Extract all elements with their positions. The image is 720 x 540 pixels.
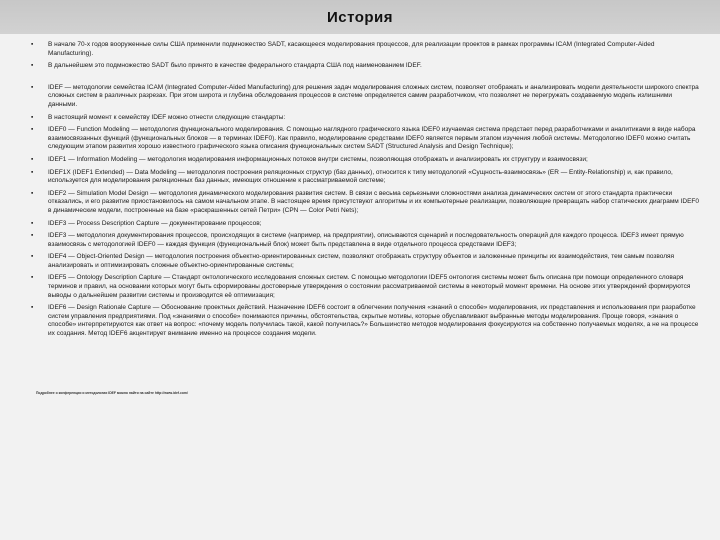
bullet-icon: ▪ (31, 126, 34, 134)
bullet-icon: ▪ (31, 253, 34, 261)
bullet-icon: ▪ (31, 62, 34, 70)
bullet-icon: ▪ (31, 304, 34, 312)
list-item (30, 274, 700, 300)
slide-content (30, 41, 700, 343)
list-item (30, 41, 700, 58)
list-item-text: IDEF — методологии семейства ICAM (Integrated Computer-Aided Manufacturing) для решения задач моделирования сложных систем, позволяет отображать и анализировать модели деятельности широкого спектра сложных систем в различных разрезах. При этом широта и глубина обследования процессов в системе определяется самим разработчиком, что позволяет не перегружать создаваемую модель излишними данными. (48, 83, 699, 108)
bullet-icon: ▪ (31, 168, 34, 176)
list-item-text: IDEF0 — Function Modeling — методология функционального моделирования. С помощью наглядного графического языка IDEF0 изучаемая система предстает перед разработчиками и аналитиками в виде набора взаимосвязанных функций (функциональных блоков — в терминах IDEF0). Как правило, моделирование средствами IDEF0 является первым этапом изучения любой системы. Методологию IDEF0 можно считать следующим этапом развития хорошо известного графического языка описания функциональных систем SADT (Structured Analysis and Design Technique); (48, 126, 696, 151)
list-item (30, 220, 700, 229)
bullet-icon: ▪ (31, 113, 34, 121)
list-item-text: IDEF6 — Design Rationale Capture — Обоснование проектных действий. Назначение IDEF6 состоит в облегчении получения «знаний о способе» моделирования, их представления и использования при разработке систем управления предприятиями. Под «знаниями о способе» понимаются причины, обстоятельства, скрытые мотивы, которые обуславливают выбранные методы моделирования. Проще говоря, «знания о способе» интерпретируются как ответ на вопрос: «почему модель получилась такой, какой получилась?» Большинство методов моделирования фокусируются на собственно получаемых моделях, а не на процессе их создания. Метод IDEF6 акцентирует внимание именно на процессе создания модели. (48, 304, 699, 338)
list-item-text: В настоящий момент к семейству IDEF можно отнести следующие стандарты: (48, 113, 286, 121)
list-item-text: IDEF3 — Process Description Capture — документирование процессов; (48, 219, 262, 227)
slide-title: История (326, 8, 394, 26)
bullet-icon: ▪ (31, 232, 34, 240)
footnote: Подробнее о конференции и методологии IDEF можно найти на сайте http://www.idef.com/ (36, 391, 188, 395)
list-item (30, 114, 700, 123)
bullet-icon: ▪ (31, 219, 34, 227)
list-item (30, 126, 700, 152)
list-item (30, 62, 700, 71)
list-item (30, 169, 700, 186)
list-item-text: IDEF2 — Simulation Model Design — методология динамического моделирования развития систем. В связи с весьма серьезными сложностями анализа динамических систем от этого стандарта практически отказались, и его развитие приостановилось на самом начальном этапе. В настоящее время присутствуют алгоритмы и их компьютерные реализации, позволяющие превращать набор статических диаграмм IDEF0 в динамические модели, построенные на базе «раскрашенных сетей Петри» (CPN — Color Petri Nets); (48, 189, 699, 214)
list-item (30, 232, 700, 249)
list-item (30, 156, 700, 165)
list-item-text: IDEF1X (IDEF1 Extended) — Data Modeling — методология построения реляционных структур (баз данных), относится к типу методологий «Сущность-взаимосвязь» (ER — Entity-Relationship) и, как правило, используется для моделирования реляционных баз данных, имеющих отношение к рассматриваемой системе; (48, 168, 673, 185)
bullet-list (30, 41, 700, 339)
list-item (30, 304, 700, 338)
list-item (30, 190, 700, 216)
list-item-text: IDEF3 — методология документирования процессов, происходящих в системе (например, на предприятии), описываются сценарий и последовательность операций для каждого процесса. IDEF3 имеет прямую взаимосвязь с методологией IDEF0 — каждая функция (функциональный блок) может быть представлена в виде отдельного процесса средствами IDEF3; (48, 232, 684, 248)
list-item-text: IDEF1 — Information Modeling — методология моделирования информационных потоков внутри системы, позволяющая отображать и анализировать их структуру и взаимосвязи; (48, 155, 588, 163)
list-item (30, 84, 700, 110)
list-item (30, 253, 700, 270)
bullet-icon: ▪ (31, 83, 34, 91)
list-item-text: IDEF4 — Object-Oriented Design — методология построения объектно-ориентированных систем, позволяют отображать структуру объектов и заложенные принципы их взаимодействия, тем самым позволяя анализировать и оптимизировать сложные объектно-ориентированные системы; (48, 253, 675, 269)
list-item-text: IDEF5 — Ontology Description Capture — Стандарт онтологического исследования сложных систем. С помощью методологии IDEF5 онтология системы может быть описана при помощи определенного словаря терминов и правил, на основании которых могут быть сформированы достоверные утверждения о состоянии рассматриваемой системы в некоторый момент времени. На основе этих утверждений формируются выводы о дальнейшем развитии системы и производится её оптимизация; (48, 274, 691, 299)
list-item-text: В начале 70-х годов вооруженные силы США применили подмножество SADT, касающееся моделирования процессов, для реализации проектов в рамках программы ICAM (Integrated Computer-Aided Manufacturing). (48, 41, 655, 57)
bullet-icon: ▪ (31, 155, 34, 163)
list-item-text: В дальнейшем это подмножество SADT было принято в качестве федерального стандарта США под наименованием IDEF. (48, 62, 422, 70)
bullet-icon: ▪ (31, 41, 34, 48)
slide-title-bar (0, 0, 720, 34)
bullet-icon: ▪ (31, 189, 34, 197)
bullet-icon: ▪ (31, 274, 34, 282)
